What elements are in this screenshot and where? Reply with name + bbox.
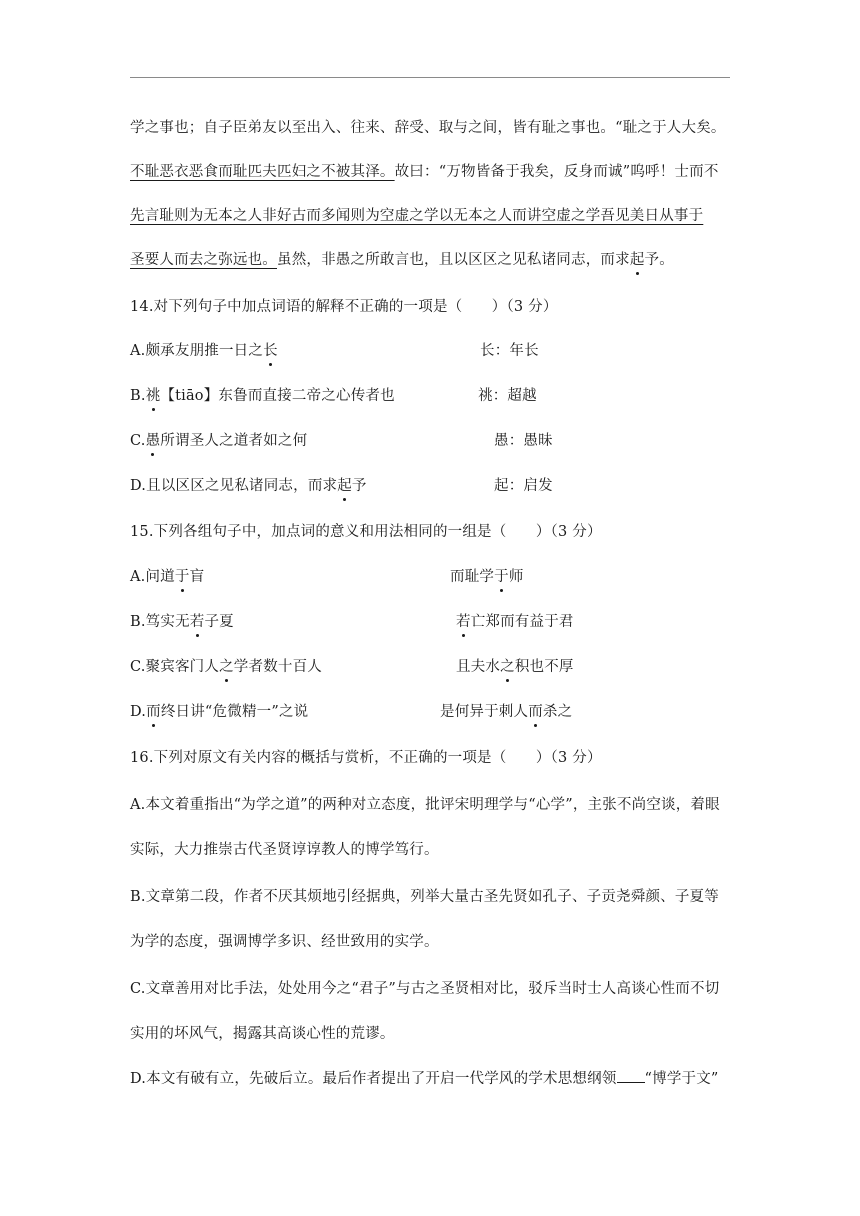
option-label: C. xyxy=(130,433,146,449)
dotted-word: 而 xyxy=(146,704,161,720)
option-text: A.问道 xyxy=(130,569,175,585)
q14-option-a xyxy=(130,341,278,361)
option-text: 子夏 xyxy=(204,614,234,630)
passage-line-3: 先言耻则为无本之人非好古而多闻则为空虚之学以无本之人而讲空虚之学吾见美日从事于 xyxy=(130,208,704,224)
dotted-word: 之 xyxy=(500,659,515,675)
option-text: 师 xyxy=(508,569,524,585)
q15-option-d-right xyxy=(440,702,572,722)
option-text: D.本文有破有立，先破后立。最后作者提出了开启一代学风的学术思想纲领 xyxy=(130,1071,617,1087)
passage-text: 故曰：“万物皆备于我矣，反身而诚”呜呼！士而不 xyxy=(394,164,719,180)
underlined-sentence: 不耻恶衣恶食而耻匹夫匹妇之不被其泽。 xyxy=(130,164,395,180)
option-text: 而耻学 xyxy=(450,569,495,585)
option-text: 杀之 xyxy=(542,704,573,720)
q14-option-c-answer: 愚：愚昧 xyxy=(494,433,553,449)
dotted-word: 于 xyxy=(174,569,190,585)
q16-option-a-line-1: A.本文着重指出“为学之道”的两种对立态度，批评宋明理学与“心学”，主张不尚空谈，着眼 xyxy=(130,797,720,813)
option-text: 盲 xyxy=(189,569,205,585)
passage-line-2 xyxy=(130,162,719,182)
dotted-word: 愚 xyxy=(145,433,161,449)
dotted-word: 祧 xyxy=(145,388,161,404)
option-text: 学者数十百人 xyxy=(233,659,322,675)
dotted-word: 长 xyxy=(263,343,278,359)
q15-option-a-left xyxy=(130,567,204,587)
passage-text: 虽然，非愚之所敢言也，且以区区之见私诸同志，而求 xyxy=(277,252,630,268)
q14-option-b xyxy=(130,386,395,406)
option-text: 【tiāo】东鲁而直接二帝之心传者也 xyxy=(160,388,395,404)
q15-option-b-left xyxy=(130,612,234,632)
q15-option-d-left xyxy=(130,702,308,722)
option-text: 终日讲“危微精一”之说 xyxy=(160,704,309,720)
option-label: D. xyxy=(130,704,147,720)
q15-option-a-right xyxy=(450,567,524,587)
underlined-sentence: 圣要人而去之弥远也。 xyxy=(130,252,277,268)
passage-text: 予。 xyxy=(644,252,674,268)
dotted-word: 若 xyxy=(189,614,205,630)
question-15-stem: 15.下列各组句子中，加点词的意义和用法相同的一组是（ ）（3 分） xyxy=(130,524,602,540)
option-text: C.聚宾客门人 xyxy=(130,659,220,675)
dotted-word: 起 xyxy=(337,478,352,494)
option-text: 予 xyxy=(351,478,367,494)
option-text: 且夫水 xyxy=(456,659,501,675)
option-text: 积也不厚 xyxy=(514,659,574,675)
header-rule xyxy=(130,77,730,78)
dotted-word: 若 xyxy=(456,614,471,630)
question-14-stem: 14.对下列句子中加点词语的解释不正确的一项是（ ）（3 分） xyxy=(130,299,558,315)
option-text: 亡郑而有益于君 xyxy=(470,614,574,630)
q15-option-c-right xyxy=(456,657,574,677)
passage-line-4 xyxy=(130,250,674,270)
q16-option-b-line-1: B.文章第二段，作者不厌其烦地引经据典，列举大量古圣先贤如孔子、子贡尧舜颜、子夏等 xyxy=(130,889,719,905)
option-text: D.且以区区之见私诸同志，而求 xyxy=(130,478,338,494)
q16-option-d-line-1 xyxy=(130,1068,719,1089)
q14-option-c xyxy=(130,431,307,451)
option-text: B.笃实无 xyxy=(130,614,190,630)
q15-option-b-right xyxy=(456,612,574,632)
question-16-stem: 16.下列对原文有关内容的概括与赏析，不正确的一项是（ ）（3 分） xyxy=(130,750,602,766)
q16-option-c-line-2: 实用的坏风气，揭露其高谈心性的荒谬。 xyxy=(130,1026,395,1042)
option-text: A.颇承友朋推一日之 xyxy=(130,343,264,359)
option-text: 所谓圣人之道者如之何 xyxy=(160,433,308,449)
q14-option-d-answer: 起：启发 xyxy=(494,478,553,494)
q16-option-a-line-2: 实际，大力推崇古代圣贤谆谆教人的博学笃行。 xyxy=(130,842,439,858)
dotted-word: 于 xyxy=(494,569,509,585)
q14-option-d xyxy=(130,476,367,496)
q16-option-b-line-2: 为学的态度，强调博学多识、经世致用的实学。 xyxy=(130,934,439,950)
option-text: 是何异于刺人 xyxy=(440,704,529,720)
q16-option-c-line-1: C.文章善用对比手法，处处用今之“君子”与古之圣贤相对比，驳斥当时士人高谈心性而不切 xyxy=(130,981,720,997)
dotted-word: 起 xyxy=(629,252,645,268)
passage-line-1: 学之事也；自子臣弟友以至出入、往来、辞受、取与之间，皆有耻之事也。“耻之于人大矣。 xyxy=(130,120,726,136)
dotted-word: 而 xyxy=(528,704,543,720)
q15-option-c-left xyxy=(130,657,322,677)
option-text: “博学于文” xyxy=(644,1071,719,1087)
q14-option-b-answer: 祧：超越 xyxy=(478,388,537,404)
dotted-word: 之 xyxy=(219,659,234,675)
option-label: B. xyxy=(130,388,146,404)
q14-option-a-answer: 长：年长 xyxy=(480,343,539,359)
answer-blank xyxy=(617,1068,645,1083)
